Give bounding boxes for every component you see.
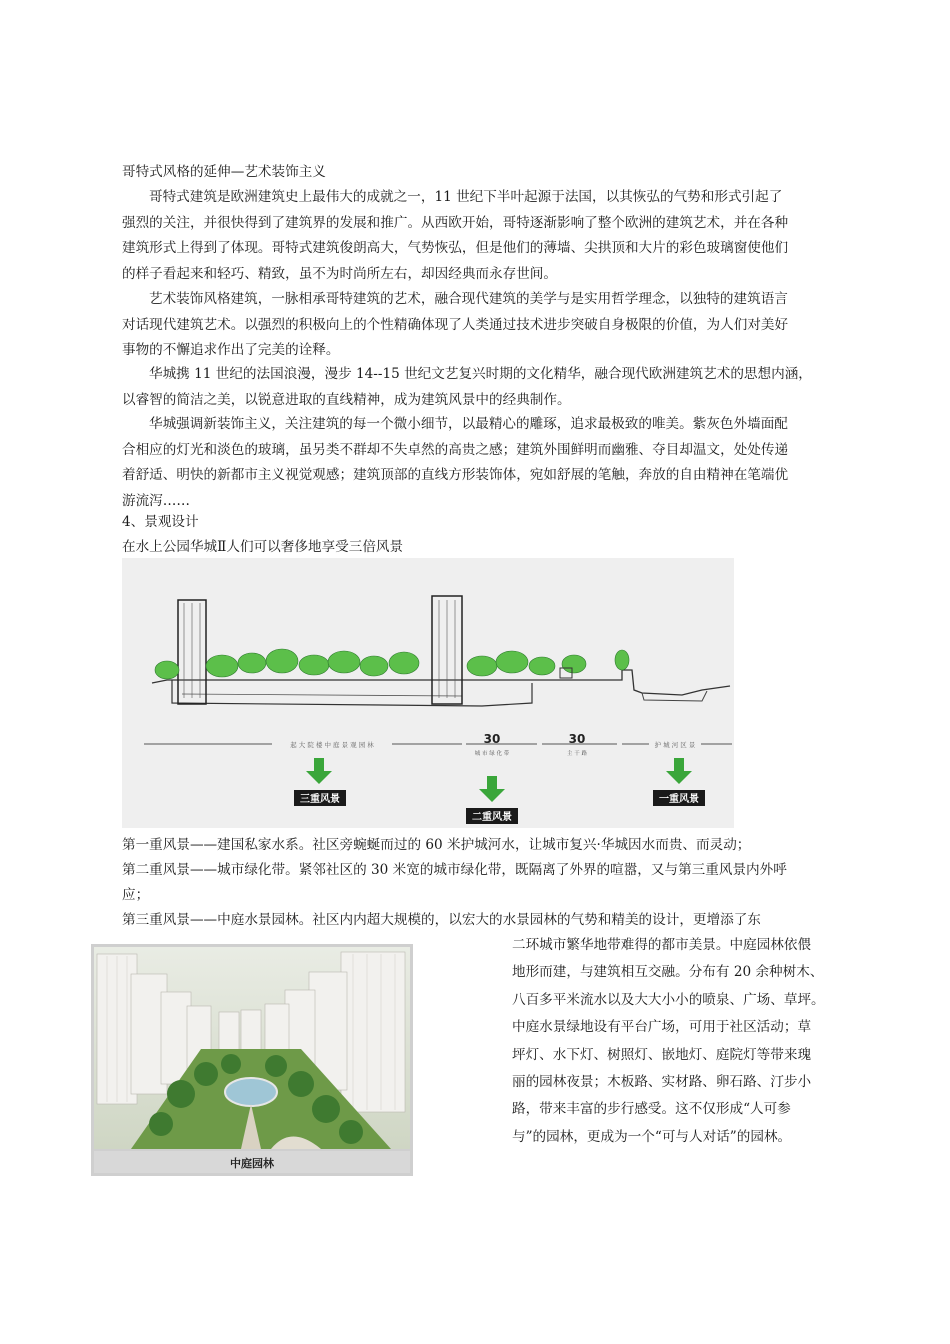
text-line: 合相应的灯光和淡色的玻璃，虽另类不群却不失卓然的高贵之感；建筑外围鲜明而幽雅、夺目却温文，处处传递: [122, 441, 789, 458]
text-line: 建筑形式上得到了体现。哥特式建筑俊朗高大，气势恢弘，但是他们的薄墙、尖拱顶和大片的彩色玻璃窗使他们: [122, 240, 789, 256]
text-line: 游流泻……: [122, 492, 190, 509]
scenery-first: 第一重风景——建国私家水系。社区旁蜿蜒而过的 60 米护城河水，让城市复兴·华城因水而贵、而灵动；: [122, 837, 751, 853]
text-line: 华城携 11 世纪的法国浪漫，漫步 14--15 世纪文艺复兴时期的文化精华，融合现代欧洲建筑艺术的思想内涵，: [149, 366, 812, 382]
text-line: 事物的不懈追求作出了完美的诠释。: [122, 342, 340, 358]
text-line: 强烈的关注，并很快得到了建筑界的发展和推广。从西欧开始，哥特逐渐影响了整个欧洲的建筑艺术，并在各种: [122, 214, 789, 231]
text-line: 以睿智的简洁之美，以锐意进取的直线精神，成为建筑风景中的经典制作。: [122, 391, 571, 408]
photo-caption: 中庭园林: [230, 1157, 274, 1170]
label-first-scenery: 一重风景: [659, 794, 699, 805]
text-line: 华城强调新装饰主义，关注建筑的每一个微小细节，以最精心的雕琢，追求最极致的唯美。紫灰色外墙面配: [149, 416, 788, 432]
text-line: 八百多平米流水以及大大小小的喷泉、广场、草坪。: [512, 991, 825, 1008]
paragraph-huacheng: [122, 362, 834, 413]
text-line: 着舒适、明快的新都市主义视觉观感；建筑顶部的直线方形装饰体，宛如舒展的笔触，奔放的自由精神在笔端优: [122, 467, 789, 483]
paragraph-gothic: [122, 185, 834, 287]
paragraph-art-deco: [122, 287, 834, 364]
svg-text:起 大 院 楼 中 庭 景 观 园 林: 起 大 院 楼 中 庭 景 观 园 林: [290, 741, 374, 749]
label-second-scenery: 二重风景: [472, 812, 512, 823]
text-line: 哥特式建筑是欧洲建筑史上最伟大的成就之一，11 世纪下半叶起源于法国，以其恢弘的气势和形式引起了: [149, 189, 783, 205]
scenery-second-cont: 应；: [122, 887, 150, 903]
text-line: 的样子看起来和轻巧、精致，虽不为时尚所左右，却因经典而永存世间。: [122, 265, 557, 282]
courtyard-description: [512, 932, 836, 1151]
label-third-scenery: 三重风景: [300, 794, 340, 805]
courtyard-photo-svg: [91, 944, 413, 1176]
text-line: 二环城市繁华地带难得的都市美景。中庭园林依偎: [512, 937, 812, 953]
svg-text:城 市 绿 化 带: 城 市 绿 化 带: [474, 751, 510, 757]
text-line: 中庭水景绿地设有平台广场，可用于社区活动；草: [512, 1019, 812, 1036]
scenery-second: 第二重风景——城市绿化带。紧邻社区的 30 米宽的城市绿化带，既隔离了外界的喧嚣，又与第三重风景内外呼: [122, 862, 787, 878]
dimension-30-b: 30: [568, 732, 586, 746]
text-line: 与”的园林，更成为一个“可与人对话”的园林。: [512, 1128, 792, 1145]
text-line: 坪灯、水下灯、树照灯、嵌地灯、庭院灯等带来瑰: [512, 1046, 812, 1063]
subheading-three-sceneries: 在水上公园华城Ⅱ人们可以奢侈地享受三倍风景: [122, 539, 404, 555]
svg-text:主 干 路: 主 干 路: [567, 751, 587, 757]
text-line: 路，带来丰富的步行感受。这不仅形成“人可参: [512, 1101, 791, 1118]
paragraph-new-decoration: [122, 412, 834, 514]
courtyard-photo: [91, 944, 413, 1176]
text-line: 对话现代建筑艺术。以强烈的积极向上的个性精确体现了人类通过技术进步突破自身极限的价值，为人们对美好: [122, 316, 789, 333]
section-title: 哥特式风格的延伸—艺术装饰主义: [122, 164, 326, 180]
text-line: 丽的园林夜景；木板路、实材路、卵石路、汀步小: [512, 1074, 812, 1091]
heading-landscape: 4、景观设计: [122, 514, 199, 530]
section-diagram: [122, 558, 734, 828]
scenery-third: 第三重风景——中庭水景园林。社区内内超大规模的，以宏大的水景园林的气势和精美的设计，更增添了东: [122, 912, 761, 928]
dimension-30-a: 30: [483, 732, 501, 746]
text-line: 艺术装饰风格建筑，一脉相承哥特建筑的艺术，融合现代建筑的美学与是实用哲学理念，以独特的建筑语言: [149, 291, 788, 307]
text-line: 地形而建，与建筑相互交融。分布有 20 余种树木、: [512, 964, 824, 981]
section-diagram-svg: [122, 558, 734, 828]
svg-text:护 城 河 区 景: 护 城 河 区 景: [654, 741, 696, 749]
